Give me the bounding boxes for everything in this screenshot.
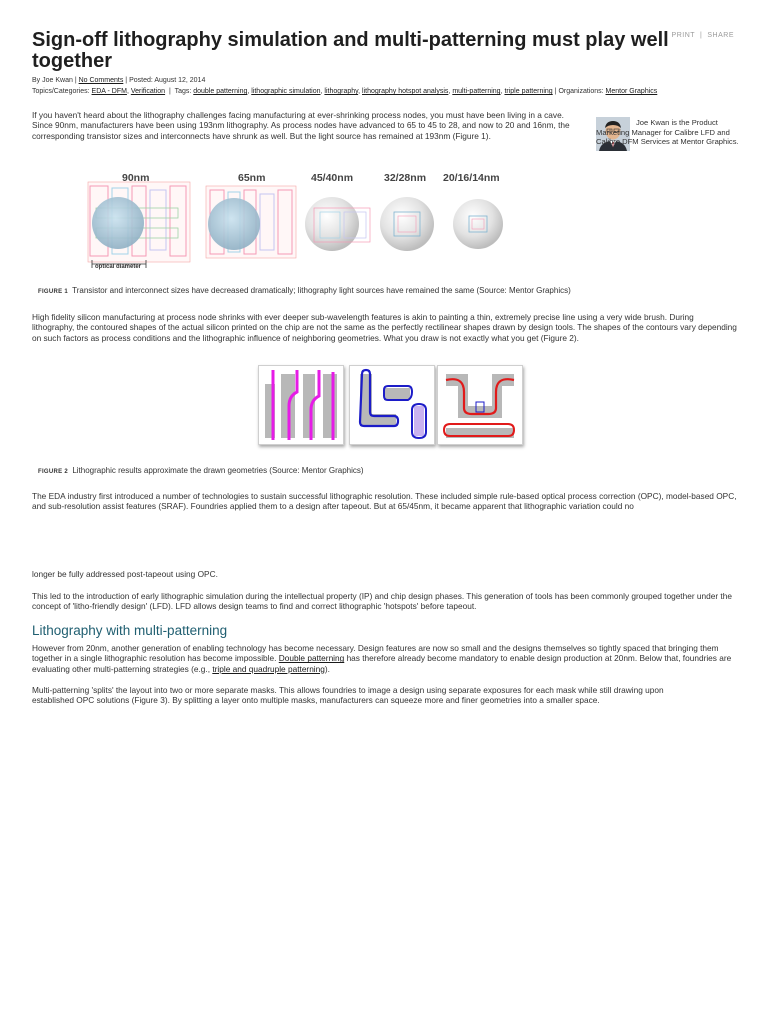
tag-link[interactable]: lithography (324, 88, 359, 95)
paragraph (32, 643, 738, 674)
byline-separator: | (125, 77, 128, 84)
node-label: 32/28nm (384, 172, 427, 184)
orgs-label: Organizations: (558, 88, 604, 95)
org-link[interactable]: Mentor Graphics (605, 88, 658, 95)
node-label: 20/16/14nm (443, 172, 500, 184)
tag-link[interactable]: lithography hotspot analysis (362, 88, 449, 95)
paragraph-text: has therefore already become mandatory to enable design production at 20nm. Below that, foundries are evaluating other multi-patterning strategies (e.g., (32, 653, 732, 674)
paragraph-continuation: longer be fully addressed post-tapeout using OPC. (32, 569, 218, 579)
tag-link[interactable]: lithographic simulation (251, 88, 321, 95)
print-link[interactable]: PRINT (671, 32, 696, 39)
double-patterning-link[interactable]: Double patterning (278, 653, 345, 664)
figure-2-panel (437, 365, 523, 445)
figure-1-caption (38, 286, 571, 295)
intro-paragraph: If you haven't heard about the lithography challenges facing manufacturing at ever-shrinking process nodes, you must have been living in a cave. Since 90nm, manufacturers have been using 193nm lithography. As process nodes have advanced to 65 to 45 to 28, and now to 20 and 16nm, the corresponding transistor sizes and interconnects have shrunk as well. But the light source has remained at 193nm (Figure 1). (32, 110, 570, 141)
share-link[interactable]: SHARE (707, 32, 734, 39)
node-label: 45/40nm (311, 172, 354, 184)
figure-label: FIGURE 1 (38, 289, 69, 295)
optical-diameter-label: optical diameter (95, 264, 142, 270)
tag-link[interactable]: double patterning (193, 88, 248, 95)
tags-label: Tags: (174, 88, 192, 95)
byline-separator: | (74, 77, 77, 84)
tag-link[interactable]: triple patterning (504, 88, 553, 95)
paragraph: This led to the introduction of early lithographic simulation during the intellectual property (IP) and chip design phases. This generation of tools has been commonly grouped together under the concept of 'litho-friendly design' (LFD). LFD allows design teams to find and correct lithographic 'hotspots' before tapeout. (32, 591, 732, 612)
topic-link[interactable]: EDA - DFM (91, 88, 127, 95)
figure-2-panel (349, 365, 435, 445)
node-label: 90nm (122, 172, 150, 184)
section-heading: Lithography with multi-patterning (32, 623, 228, 638)
article-tools (672, 32, 734, 39)
figure-2-caption (38, 466, 364, 475)
paragraph: High fidelity silicon manufacturing at process node shrinks with ever deeper sub-wavelength features is akin to painting a thin, extremely precise line using a very wide brush. During lithography, the contoured shapes of the actual silicon printed on the chip are not the same as the perfectly rectilinear shapes drawn by design tools. The shapes of the contours vary depending on such factors as process conditions and the lithographic influence of neighboring geometries. What you draw is not exactly what you get (Figure 2). (32, 312, 737, 343)
taxonomy-line: Topics/Categories: EDA - DFM, Verification | Tags: double patterning, lithographic simulation, lithography, lithography hotspot analysis, multi-patterning, triple patterning | Organizations: Mentor Graphics (32, 88, 658, 95)
figure-label: FIGURE 2 (38, 469, 69, 475)
paragraph: The EDA industry first introduced a number of technologies to sustain successful lithographic resolution. These included simple rule-based optical process correction (OPC), model-based OPC, and sub-resolution assist features (SRAF). Foundries applied them to a design after tapeout. But at 65/45nm, it became apparent that lithographic variation could no (32, 491, 737, 512)
topics-label: Topics/Categories: (32, 88, 90, 95)
figure-2-panel (258, 365, 344, 445)
tools-separator: | (700, 32, 703, 39)
paragraph: Multi-patterning 'splits' the layout into two or more separate masks. This allows foundries to image a design using separate exposures for each mask while still drawing upon established OPC solutions (Figure 3). By splitting a layer onto multiple masks, manufacturers can squeeze more and finer geometries into a smaller space. (32, 685, 664, 706)
byline (32, 77, 205, 84)
comments-link[interactable]: No Comments (78, 77, 124, 84)
paragraph-text: ). (324, 663, 330, 674)
topic-link[interactable]: Verification (130, 88, 166, 95)
article-title: Sign-off lithography simulation and multi-patterning must play well together (32, 29, 669, 72)
caption-text: Transistor and interconnect sizes have decreased dramatically; lithography light sources have remained the same (Source: Mentor Graphics) (72, 286, 571, 295)
figure-1-image (86, 168, 526, 276)
node-label: 65nm (238, 172, 266, 184)
author-name: By Joe Kwan (32, 77, 73, 84)
tag-link[interactable]: multi-patterning (452, 88, 501, 95)
caption-text: Lithographic results approximate the drawn geometries (Source: Mentor Graphics) (72, 466, 364, 475)
paragraph-text: However from 20nm, another generation of enabling technology has become necessary. Design features are now so small and the designs themselves so tightly spaced that bringing them together in a single lithographic resolution has become impossible. (32, 643, 719, 664)
author-bio: Joe Kwan is the Product Marketing Manager for Calibre LFD and Calibre DFM Services at Mentor Graphics. (596, 118, 739, 147)
triple-quadruple-patterning-link[interactable]: triple and quadruple patterning (212, 663, 325, 674)
post-date: Posted: August 12, 2014 (129, 77, 206, 84)
